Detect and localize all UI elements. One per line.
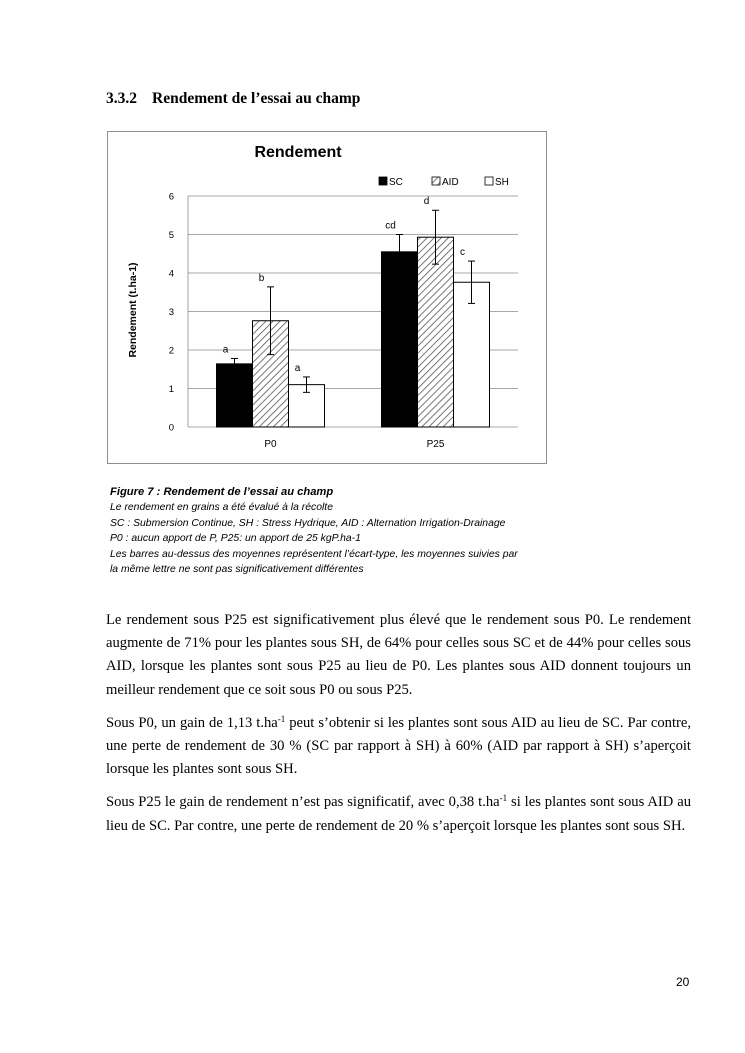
paragraph-1: Le rendement sous P25 est significativement plus élevé que le rendement sous P0. Le rendement augmente de 71% pour les plantes sous SH, de 64% pour celles sous SC et de 44% pour celles sous AID, lorsque les plantes sont sous P25 au lieu de P0. Les plantes sous AID donnent toujours un meilleur rendement que ce soit sous P0 ou sous P25. — [106, 612, 691, 698]
paragraph-3-text: Sous P25 le gain de rendement n’est pas significatif, avec 0,38 t.ha — [106, 794, 500, 811]
y-tick-label: 2 — [168, 345, 174, 357]
legend-label: AID — [442, 177, 459, 188]
chart-frame — [107, 131, 547, 464]
page-number: 20 — [676, 975, 690, 989]
legend-swatch-aid — [432, 177, 440, 185]
caption-line: SC : Submersion Continue, SH : Stress Hydrique, AID : Alternation Irrigation-Drainage — [110, 517, 506, 529]
section-title: Rendement de l’essai au champ — [152, 90, 361, 107]
bar-sc-p25 — [382, 252, 418, 427]
legend-swatch-sc — [379, 177, 387, 185]
unit-exponent: -1 — [499, 793, 508, 804]
caption-title: Figure 7 : Rendement de l’essai au champ — [110, 486, 334, 498]
bar-sc-p0 — [217, 364, 253, 427]
paragraph-2 — [106, 712, 691, 782]
significance-letter: c — [460, 247, 465, 259]
y-tick-label: 3 — [168, 307, 174, 318]
unit-exponent: -1 — [277, 713, 286, 724]
bar-sh-p25 — [454, 282, 490, 427]
paragraph-3 — [106, 791, 691, 837]
y-tick-label: 1 — [168, 384, 174, 395]
yield-bar-chart — [108, 132, 548, 465]
significance-letter: a — [222, 344, 229, 356]
paragraph-3-text: si les plantes sont sous AID au lieu de SC. Par contre, une perte de rendement de 20 % s’aperçoit lorsque les plantes sont sous SH. — [106, 794, 691, 834]
significance-letter: cd — [385, 220, 396, 232]
chart-title: Rendement — [254, 144, 342, 161]
legend-label: SH — [495, 177, 509, 188]
legend-label: SC — [389, 177, 403, 188]
bar-aid-p25 — [418, 237, 454, 427]
y-tick-label: 4 — [168, 268, 174, 280]
significance-letter: d — [423, 196, 430, 208]
chart-legend — [379, 177, 509, 188]
figure-caption — [110, 484, 570, 578]
x-tick-label: P25 — [426, 439, 445, 450]
caption-line: la même lettre ne sont pas significativement différentes — [110, 564, 364, 575]
significance-letter: b — [258, 272, 265, 284]
y-tick-label: 6 — [168, 191, 174, 203]
y-tick-label: 0 — [168, 422, 174, 434]
section-heading — [106, 90, 360, 108]
paragraph-2-text: peut s’obtenir si les plantes sont sous AID au lieu de SC. Par contre, une perte de rendement de 30 % (SC par rapport à SH) à 60% (AID par rapport à SH) s’aperçoit lorsque les plantes sont sous SH. — [106, 714, 691, 778]
paragraph-2-text: Sous P0, un gain de 1,13 t.ha — [106, 714, 278, 731]
legend-swatch-sh — [485, 177, 493, 185]
significance-letter: a — [294, 362, 301, 374]
section-number: 3.3.2 — [106, 90, 137, 107]
caption-line: P0 : aucun apport de P, P25: un apport de 25 kgP.ha-1 — [110, 533, 361, 544]
y-tick-label: 5 — [168, 230, 174, 241]
x-tick-label: P0 — [264, 439, 277, 450]
y-axis-label: Rendement (t.ha-1) — [127, 262, 139, 358]
caption-line: Les barres au-dessus des moyennes représentent l’écart-type, les moyennes suivies par — [110, 548, 518, 560]
body-text — [106, 609, 691, 848]
caption-line: Le rendement en grains a été évalué à la récolte — [110, 502, 333, 513]
